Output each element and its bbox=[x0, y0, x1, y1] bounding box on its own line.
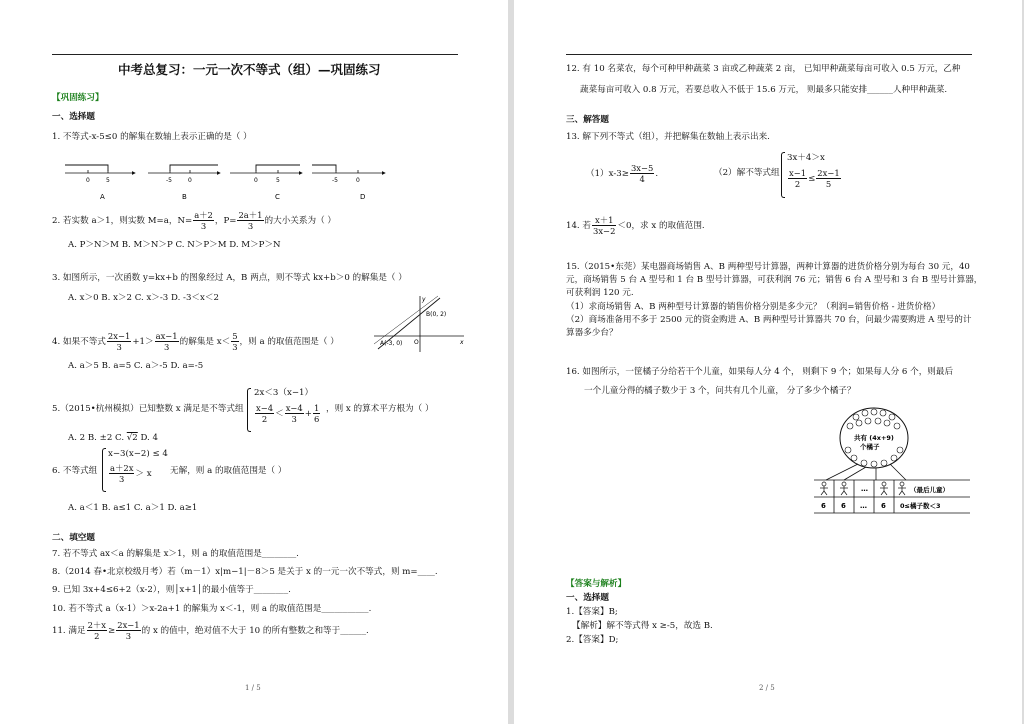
question-6-options: A. a＜1 B. a≤1 C. a＞1 D. a≥1 bbox=[68, 503, 198, 513]
question-2-options: A. P＞N＞M B. M＞N＞P C. N＞P＞M D. M＞P＞N bbox=[68, 240, 281, 250]
option-label-b: B bbox=[182, 193, 187, 201]
question-4: 4. 如果不等式 $\frac{2x-1}{3}$ +1＞ $\frac{ax-1}{3}$ 的解集是 x＜ $\frac{5}{3}$ ，则 a 的取值范围是（ ） bbox=[52, 331, 339, 352]
question-6-suffix: 无解，则 a 的取值范围是（ ） bbox=[170, 466, 287, 476]
number-line-a bbox=[65, 165, 135, 201]
question-16-line-1: 16. 如图所示，一筐橘子分给若干个儿童，如果每人分 4 个， 则剩下 9 个；如果每人分 6 个，则最后 bbox=[566, 367, 954, 377]
last-child-label: （最后儿童） bbox=[910, 486, 949, 494]
svg-text:6: 6 bbox=[821, 502, 826, 510]
option-label-c: C bbox=[275, 193, 280, 201]
q1-number-lines bbox=[60, 155, 390, 203]
question-11: 11. 满足 $\frac{2+x}{2}$ ≥ $\frac{2x-1}{3}$ 的 x 的值中，绝对值不大于 10 的所有整数之和等于______. bbox=[52, 620, 369, 641]
answer-1: 1.【答案】B; bbox=[566, 607, 618, 617]
number-line-b bbox=[148, 165, 220, 201]
q5-inequality-1: 2x＜3（x−1） bbox=[254, 388, 314, 398]
option-label-d: D bbox=[360, 193, 366, 201]
tick-label: 0 bbox=[86, 177, 90, 184]
question-6-prefix: 6. 不等式组 bbox=[52, 466, 98, 476]
option-label-a: A bbox=[100, 193, 105, 201]
question-7: 7. 若不等式 ax＜a 的解集是 x＞1，则 a 的取值范围是________. bbox=[52, 549, 299, 559]
question-5-suffix: ，则 x 的算术平方根为（ ） bbox=[326, 404, 434, 414]
number-line-c bbox=[230, 165, 302, 201]
question-15-line-6: 算器多少台？ bbox=[566, 328, 618, 338]
point-a-label: A(-3, 0) bbox=[380, 340, 403, 347]
basket-text-1: 共有 (4x+9) bbox=[854, 434, 894, 442]
page-2 bbox=[514, 0, 1022, 724]
question-14: 14. 若 $\frac{x+1}{3x-2}$ ＜0，求 x 的取值范围. bbox=[566, 215, 705, 236]
question-1: 1. 不等式-x-5≤0 的解集在数轴上表示正确的是（ ） bbox=[52, 132, 252, 142]
tick-label: 0 bbox=[188, 177, 192, 184]
question-4-options: A. a＞5 B. a=5 C. a＞-5 D. a=-5 bbox=[68, 361, 204, 371]
top-rule bbox=[52, 54, 458, 55]
question-15-line-5: （2）商场准备用不多于 2500 元的资金购进 A、B 两种型号计算器共 70 台，问最少需要购进 A 型号的计 bbox=[566, 315, 972, 325]
question-12-line-2: 蔬菜每亩可收入 0.8 万元，若要总收入不低于 15.6 万元， 则最多只能安排______人种甲种蔬菜. bbox=[580, 85, 948, 95]
question-13: 13. 解下列不等式（组），并把解集在数轴上表示出来. bbox=[566, 132, 770, 142]
q5-inequality-2: $\frac{x-4}{2}$ ＜ $\frac{x-4}{3}$ + $\frac{1}{6}$ bbox=[256, 403, 320, 424]
q13-inequality-2: $\frac{x-1}{2}$ ≤ $\frac{2x-1}{5}$ bbox=[789, 168, 840, 189]
page-title: 中考总复习：一元一次不等式（组）—巩固练习 bbox=[118, 62, 381, 77]
number-line-d bbox=[312, 165, 385, 201]
question-13-2-prefix: （2）解不等式组 bbox=[714, 168, 780, 178]
point-b-label: B(0, 2) bbox=[426, 311, 447, 318]
part2-heading: 二、填空题 bbox=[52, 533, 95, 543]
top-rule bbox=[566, 54, 972, 55]
page-number: 2 / 5 bbox=[759, 684, 775, 692]
svg-text:x: x bbox=[460, 339, 464, 346]
svg-text:…: … bbox=[860, 502, 867, 510]
question-5-options: A. 2 B. ±2 C. √2 D. 4 bbox=[68, 433, 158, 443]
question-16-line-2: 一个儿童分得的橘子数少于 3 个，问共有几个儿童， 分了多少个橘子？ bbox=[584, 386, 856, 396]
question-10: 10. 若不等式 a（x-1）＞x-2a+1 的解集为 x＜-1，则 a 的取值范围是___________. bbox=[52, 604, 372, 614]
page-1 bbox=[0, 0, 508, 724]
tick-label: 0 bbox=[254, 177, 258, 184]
basket-text-2: 个橘子 bbox=[860, 443, 880, 451]
tick-label: 5 bbox=[276, 177, 280, 184]
tick-label: 5 bbox=[106, 177, 110, 184]
answer-2: 2.【答案】D; bbox=[566, 635, 619, 645]
question-3-options: A. x＞0 B. x＞2 C. x＞-3 D. -3＜x＜2 bbox=[68, 293, 219, 303]
question-5-prefix: 5.（2015•杭州模拟）已知整数 x 满足是不等式组 bbox=[52, 404, 244, 414]
svg-text:O: O bbox=[414, 339, 419, 346]
q13-inequality-1: 3x＋4＞x bbox=[787, 153, 825, 163]
tick-label: 0 bbox=[356, 177, 360, 184]
answer-1-explanation: 【解析】解不等式得 x ≥-5，故选 B. bbox=[572, 621, 713, 631]
svg-text:…: … bbox=[861, 485, 868, 493]
question-15-line-2: 元，商场销售 5 台 A 型号和 1 台 B 型号计算器，可获利润 76 元；销售 6 台 A 型号和 3 台 B 型号计算器， bbox=[566, 275, 983, 285]
part1-heading: 一、选择题 bbox=[52, 112, 95, 122]
q3-function-graph bbox=[372, 294, 468, 354]
question-3: 3. 如图所示，一次函数 y=kx+b 的图象经过 A，B 两点，则不等式 kx+b＞0 的解集是（ ） bbox=[52, 273, 407, 283]
section-tag: 【巩固练习】 bbox=[52, 93, 104, 103]
q16-oranges-figure bbox=[814, 402, 974, 522]
question-2: 2. 若实数 a＞1，则实数 M=a，N= $\frac{a+2}{3}$ ，P= $\frac{2a+1}{3}$ 的大小关系为（ ） bbox=[52, 210, 336, 231]
svg-text:6: 6 bbox=[881, 502, 886, 510]
last-count-label: 0≤橘子数＜3 bbox=[900, 502, 941, 510]
question-8: 8.（2014 春•北京校级月考）若（m－1）x|m−1|－8＞5 是关于 x 的一元一次不等式，则 m=____. bbox=[52, 567, 438, 577]
question-12-line-1: 12. 有 10 名菜农，每个可种甲种蔬菜 3 亩或乙种蔬菜 2 亩， 已知甲种蔬菜每亩可收入 0.5 万元，乙种 bbox=[566, 64, 961, 74]
page-number: 1 / 5 bbox=[245, 684, 261, 692]
question-15-line-1: 15.（2015•东莞）某电器商场销售 A、B 两种型号计算器，两种计算器的进货价格分别为每台 30 元，40 bbox=[566, 262, 970, 272]
answer-tag: 【答案与解析】 bbox=[566, 579, 627, 589]
answer-heading: 一、选择题 bbox=[566, 593, 609, 603]
part3-heading: 三、解答题 bbox=[566, 115, 609, 125]
tick-label: -5 bbox=[332, 177, 338, 184]
question-15-line-3: 可获利润 120 元. bbox=[566, 288, 634, 298]
question-9: 9. 已知 3x+4≤6+2（x-2），则│x+1│的最小值等于________. bbox=[52, 585, 291, 595]
svg-text:6: 6 bbox=[841, 502, 846, 510]
question-15-line-4: （1）求商场销售 A、B 两种型号计算器的销售价格分别是多少元？（利润=销售价格 - 进货价格） bbox=[566, 302, 941, 312]
tick-label: -5 bbox=[166, 177, 172, 184]
question-13-1: （1）x-3≥ $\frac{3x-5}{4}$ . bbox=[586, 163, 659, 184]
q6-inequality-2: $\frac{a+2x}{3}$ ＞ x bbox=[110, 463, 152, 484]
svg-text:y: y bbox=[422, 296, 426, 303]
q6-inequality-1: x−3(x−2) ≤ 4 bbox=[108, 449, 168, 459]
